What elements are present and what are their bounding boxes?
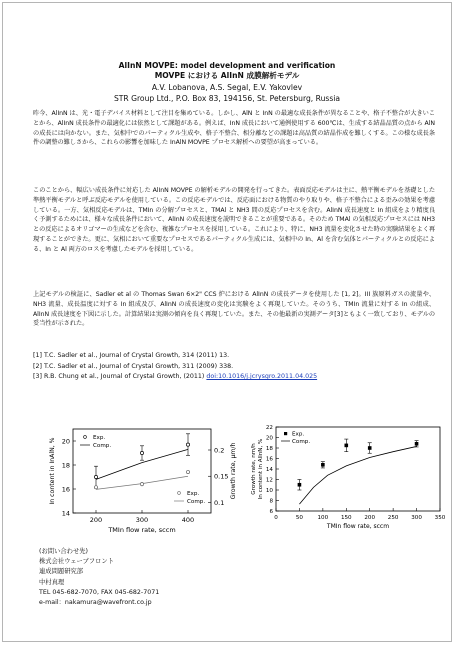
x-tick-label: 300	[411, 515, 422, 521]
legend-label-comp: Comp.	[93, 443, 112, 449]
contact-email[interactable]: e-mail：nakamura@wavefront.co.jp	[39, 599, 152, 607]
data-point-exp	[344, 444, 348, 448]
y-tick-label: 10	[265, 488, 273, 494]
data-point-exp	[321, 463, 325, 467]
reference-list	[33, 351, 317, 383]
y-axis-label: Growth rate, nm/h	[251, 443, 257, 495]
y-tick-label: 18	[61, 461, 70, 470]
legend-marker-exp	[178, 492, 181, 495]
y-tick-label: 20	[265, 435, 273, 442]
y-tick-label: 18	[265, 446, 273, 452]
x-tick-label: 400	[181, 516, 195, 524]
legend-label-comp: Comp.	[292, 439, 311, 445]
y-axis-label: In content in InAlN, %	[49, 437, 56, 505]
x-tick-label: 100	[317, 515, 329, 521]
chart-growth-rate-vs-tmin	[240, 421, 450, 547]
data-point-exp	[186, 443, 189, 446]
y-tick-label: 14	[61, 509, 70, 518]
contact-dept: 連成問題研究部	[39, 568, 84, 576]
contact-tel: TEL 045-682-7070, FAX 045-682-7071	[39, 588, 160, 596]
x-tick-label: 0	[274, 515, 278, 521]
paper-title-ja: MOVPE における AlInN 成膜解析モデル	[154, 71, 300, 80]
x-tick-label: 300	[135, 516, 149, 524]
y-tick-label: 12	[265, 477, 273, 484]
paper-title-en: AlInN MOVPE: model development and verification	[118, 61, 336, 70]
doi-link[interactable]: doi:10.1016/j.jcrysgro.2011.04.025	[206, 373, 318, 380]
y-tick-label: 16	[265, 456, 273, 463]
x-axis-label: TMIn flow rate, sccm	[326, 523, 390, 530]
legend-label-exp: Exp.	[187, 491, 200, 497]
x-tick-label: 350	[434, 515, 446, 521]
reference-item: [2] T.C. Sadler et al., Journal of Crystal Growth, 311 (2009) 338.	[33, 362, 234, 370]
x-axis-label: TMIn flow rate, sccm	[108, 526, 176, 534]
paragraph-verification: 上記モデルの検証に、Sadler et al の Thomas Swan 6×2" CCS 炉における AlInN の成長データを使用した [1, 2]。III 族原料ガスの流量や、NH3 流量、成長温度に対する In 組成及び、AlInN の成長速度の変化は実験をよく再現していた。そのうち、TMIn 流量に対する In の組成、AlInN 成長速度を下図に示した。計算結果は実測の傾向を良く再現していた。また、その他最新の実測データ[3]ともよく一致しており、モデルの妥当性が示された。	[33, 291, 435, 328]
data-point-exp-growth	[186, 470, 189, 473]
y2-tick-label: 0.2	[214, 446, 225, 455]
chart-in-content-vs-tmin	[31, 421, 241, 547]
paper-page	[2, 2, 452, 642]
legend-label-comp: Comp.	[187, 499, 206, 505]
y2-axis-label: Growth rate, μm/h	[230, 442, 237, 500]
contact-company: 株式会社ウェーブフロント	[39, 558, 114, 566]
y-tick-label: 14	[265, 467, 273, 473]
x-tick-label: 150	[340, 515, 352, 521]
affiliation: STR Group Ltd., P.O. Box 83, 194156, St. Petersburg, Russia	[113, 94, 341, 103]
y-tick-label: 6	[269, 509, 273, 515]
reference-item: [1] T.C. Sadler et al., Journal of Crystal Growth, 314 (2011) 13.	[33, 352, 230, 359]
data-point-exp	[298, 483, 302, 487]
y-tick-label: 8	[269, 498, 273, 505]
data-point-exp	[94, 475, 97, 478]
contact-name: 中村真理	[39, 578, 65, 586]
paragraph-model: このことから、幅広い成長条件に対応した AlInN MOVPE の解析モデルの開発を行ってきた。表面反応モデルは主に、熱平衡モデルを基礎とした準熱平衡モデルと呼ぶ反応モデルを使用している。この反応モデルでは、反応面における物質のやり取りや、格子不整合による歪みの効果を考慮している。一方、気相反応モデルは、TMIn の分解プロセスと、TMAl と NH3 間の反応プロセスを含む。AlInN 成長速度と In 組成をより精度良く予測するためには、様々な成長条件において、AlInN の成長速度を説明できることが重要である。そのため TMAl の気相反応プロセスには NH3 との反応によるオリゴマーの生成などを含む、複雑なプロセスを採用している。これにより、特に、NH3 流量を変化させた時の実験結果をよく再現することができた。更に、気相において重要なプロセスであるパーティクル生成には、気相中の In、Al を含む気体とパーティクルとの反応による、In と Al 両方のロスを考慮したモデルを採用している。	[33, 187, 435, 253]
x-tick-label: 50	[295, 515, 303, 521]
x-tick-label: 200	[364, 515, 376, 521]
paragraph-intro: 昨今、AlInN は、光・電子デバイス材料として注目を集めている。しかし、AlN と InN の最適な成長条件が異なることや、格子不整合が大きいことから、AlInN 成長条件の最適化には依然として課題がある。例えば、InN 成長において通例使用する 600℃は、生成する結晶品質の点から AlN の成長には向かない。また、気相中でのパーティクル生成や、格子不整合、相分離などの課題は高品質の結晶作成を難しくする。この様な成長条件の調整の難しさから、これらの影響を加味した InAlN MOVPE プロセス解析への要望が高まっている。	[33, 110, 435, 147]
y2-tick-label: 0.1	[214, 498, 225, 507]
data-point-exp	[368, 446, 372, 450]
x-tick-label: 250	[387, 515, 399, 521]
reference-item: [3] R.B. Chung et al., Journal of Crystal Growth, (2011) doi:10.1016/j.jcrysgro.2011.04.025	[33, 373, 318, 380]
data-point-exp	[415, 442, 419, 446]
legend-marker-exp	[84, 436, 87, 439]
data-point-exp-growth	[94, 486, 97, 489]
legend-marker-exp	[284, 432, 287, 435]
data-point-exp-growth	[140, 483, 143, 486]
legend-label-exp: Exp.	[292, 431, 305, 438]
y-tick-label: 22	[265, 425, 273, 431]
contact-block	[39, 547, 159, 608]
series-line-comp	[299, 446, 416, 504]
data-point-exp	[140, 451, 143, 454]
y-tick-label: 20	[61, 437, 70, 446]
contact-heading: (お問い合わせ先)	[39, 548, 88, 555]
x-tick-label: 200	[89, 516, 103, 524]
y-tick-label: 16	[61, 485, 70, 494]
y-axis-label-secondary: In content in AlInN, %	[258, 438, 264, 500]
legend-label-exp: Exp.	[93, 435, 106, 441]
y2-tick-label: 0.15	[214, 472, 229, 481]
authors: A.V. Lobanova, A.S. Segal, E.V. Yakovlev	[151, 83, 303, 92]
